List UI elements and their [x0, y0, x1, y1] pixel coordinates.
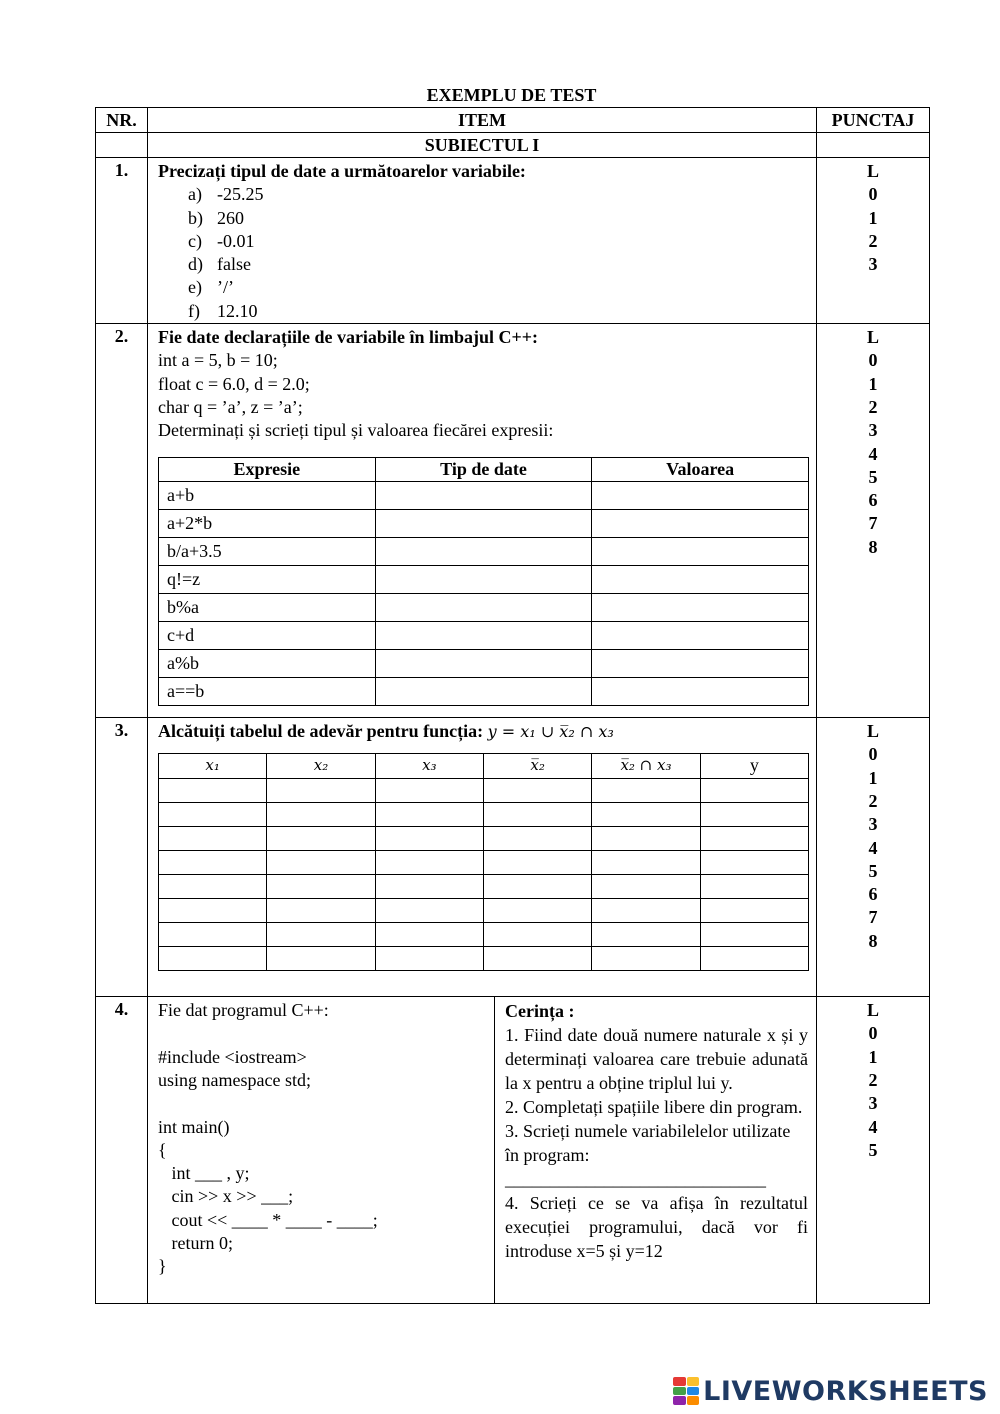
table-row [159, 778, 809, 802]
code-line: return 0; [158, 1233, 233, 1254]
points-value: 3 [868, 1093, 878, 1114]
col-x2: 𝑥₂ [267, 754, 375, 778]
truth-table [158, 753, 809, 970]
truth-answer-cell[interactable] [483, 850, 591, 874]
answer-blank[interactable]: _____________________________ [505, 1169, 766, 1190]
points-value: 0 [868, 184, 878, 205]
type-answer-cell[interactable] [375, 537, 592, 565]
code-block [158, 1022, 484, 1278]
code-line: cout << ____ * ____ - ____; [158, 1209, 378, 1230]
value-answer-cell[interactable] [592, 537, 809, 565]
value-answer-cell[interactable] [592, 649, 809, 677]
requirements-column [495, 997, 817, 1303]
points-value: 6 [868, 884, 878, 905]
question-2-points [817, 324, 930, 718]
option-letter: f) [188, 300, 200, 321]
truth-answer-cell[interactable] [375, 802, 483, 826]
requirement-4: 4. Scrieți ce se va afișa în rezultatul execuției programului, dacă vor fi introduse x=5 și y=12 [505, 1193, 808, 1262]
points-value: 3 [868, 254, 878, 275]
col-expresie: Expresie [159, 457, 376, 481]
header-item: ITEM [148, 108, 817, 133]
truth-answer-cell[interactable] [159, 946, 267, 970]
truth-answer-cell[interactable] [375, 826, 483, 850]
instruction-line: Determinați și scrieți tipul și valoarea fiecărei expresii: [158, 420, 554, 441]
question-1-options [158, 183, 806, 323]
type-answer-cell[interactable] [375, 593, 592, 621]
expression-cell: a+b [159, 481, 376, 509]
requirements-title: Cerința : [505, 1001, 575, 1022]
table-row [159, 826, 809, 850]
option-item [188, 183, 806, 206]
points-value: 1 [868, 767, 878, 788]
expression-table [158, 457, 809, 706]
truth-answer-cell[interactable] [483, 826, 591, 850]
question-2-content [148, 324, 817, 718]
col-x1: 𝑥₁ [159, 754, 267, 778]
truth-answer-cell[interactable] [159, 898, 267, 922]
value-answer-cell[interactable] [592, 593, 809, 621]
expression-cell: a==b [159, 677, 376, 705]
question-3-content [148, 718, 817, 997]
truth-answer-cell[interactable] [700, 922, 808, 946]
points-value: 8 [868, 930, 878, 951]
col-y: y [700, 754, 808, 778]
type-answer-cell[interactable] [375, 509, 592, 537]
question-1-content [148, 158, 817, 324]
points-value: 7 [868, 907, 878, 928]
points-value: 1 [868, 373, 878, 394]
truth-answer-cell[interactable] [267, 778, 375, 802]
question-2-number: 2. [96, 324, 148, 718]
expression-cell: c+d [159, 621, 376, 649]
option-item [188, 230, 806, 253]
col-not-x2-and-x3: 𝑥̅₂ ∩ 𝑥₃ [592, 754, 700, 778]
code-line: } [158, 1256, 167, 1277]
option-value: false [217, 254, 251, 275]
truth-answer-cell[interactable] [700, 874, 808, 898]
section-title: SUBIECTUL I [148, 133, 817, 158]
option-letter: a) [188, 184, 202, 205]
code-line: int ___ , y; [158, 1163, 250, 1184]
table-row [159, 677, 809, 705]
points-value: 7 [868, 513, 878, 534]
truth-answer-cell[interactable] [483, 946, 591, 970]
truth-answer-cell[interactable] [700, 778, 808, 802]
truth-answer-cell[interactable] [700, 898, 808, 922]
points-value: L [866, 1000, 879, 1021]
logo-text: LIVEWORKSHEETS [703, 1375, 988, 1407]
code-line: using namespace std; [158, 1069, 311, 1090]
points-value: 5 [868, 1139, 878, 1160]
table-row [159, 898, 809, 922]
value-answer-cell[interactable] [592, 677, 809, 705]
declaration-line: int a = 5, b = 10; [158, 350, 278, 371]
question-2-text: Fie date declarațiile de variabile în limbajul C++: [158, 327, 538, 348]
truth-answer-cell[interactable] [375, 874, 483, 898]
points-value: 3 [868, 814, 878, 835]
value-answer-cell[interactable] [592, 481, 809, 509]
truth-answer-cell[interactable] [592, 850, 700, 874]
declaration-line: char q = ’a’, z = ’a’; [158, 396, 303, 417]
points-value: 1 [868, 207, 878, 228]
truth-answer-cell[interactable] [592, 898, 700, 922]
truth-answer-cell[interactable] [267, 850, 375, 874]
truth-answer-cell[interactable] [375, 946, 483, 970]
points-value: L [866, 721, 879, 742]
option-value: ’/’ [217, 277, 234, 298]
table-row [159, 874, 809, 898]
truth-answer-cell[interactable] [375, 778, 483, 802]
points-value: 1 [868, 1046, 878, 1067]
question-4-points [817, 997, 930, 1304]
logo-tile [673, 1396, 686, 1405]
truth-answer-cell[interactable] [700, 946, 808, 970]
col-valoarea: Valoarea [592, 457, 809, 481]
option-item [188, 300, 806, 323]
code-line [158, 1022, 484, 1045]
code-line: { [158, 1139, 167, 1160]
points-value: 0 [868, 1023, 878, 1044]
truth-answer-cell[interactable] [159, 826, 267, 850]
question-3-number: 3. [96, 718, 148, 997]
truth-answer-cell[interactable] [592, 826, 700, 850]
truth-answer-cell[interactable] [700, 826, 808, 850]
declaration-line: float c = 6.0, d = 2.0; [158, 373, 310, 394]
table-row [159, 565, 809, 593]
test-table [95, 107, 930, 1304]
code-line: cin >> x >> ___; [158, 1186, 294, 1207]
logo-tile [673, 1377, 686, 1386]
expression-cell: a%b [159, 649, 376, 677]
truth-answer-cell[interactable] [592, 802, 700, 826]
question-1-points [817, 158, 930, 324]
option-value: -25.25 [217, 184, 264, 205]
table-row [159, 946, 809, 970]
points-value: 5 [868, 466, 878, 487]
question-1-text: Precizați tipul de date a următoarelor variabile: [158, 161, 526, 181]
truth-answer-cell[interactable] [483, 802, 591, 826]
requirement-3: 3. Scrieți numele variabilelelor utilizate în program: [505, 1121, 791, 1166]
truth-answer-cell[interactable] [592, 778, 700, 802]
points-value: 5 [868, 860, 878, 881]
truth-answer-cell[interactable] [267, 802, 375, 826]
header-row [96, 108, 930, 133]
option-letter: b) [188, 207, 203, 228]
truth-answer-cell[interactable] [267, 898, 375, 922]
option-item [188, 207, 806, 230]
question-4-content [148, 997, 817, 1304]
requirement-2: 2. Completați spațiile libere din program. [505, 1097, 803, 1118]
points-value: 4 [868, 1116, 878, 1137]
expression-cell: q!=z [159, 565, 376, 593]
requirement-1: 1. Fiind date două numere naturale x și y determinați valoarea care trebuie adunată la x pentru a obține triplul lui y. [505, 1025, 808, 1094]
section-row [96, 133, 930, 158]
col-x3: 𝑥₃ [375, 754, 483, 778]
option-value: 12.10 [217, 300, 258, 321]
code-line [158, 1092, 484, 1115]
truth-answer-cell[interactable] [700, 802, 808, 826]
truth-answer-cell[interactable] [483, 922, 591, 946]
points-value: 2 [868, 230, 878, 251]
type-answer-cell[interactable] [375, 565, 592, 593]
points-value: L [866, 161, 879, 181]
value-answer-cell[interactable] [592, 565, 809, 593]
expression-cell: b%a [159, 593, 376, 621]
table-row [159, 621, 809, 649]
points-value: 4 [868, 443, 878, 464]
logo-tile [687, 1387, 700, 1396]
question-1-row [96, 158, 930, 324]
logo-tile [687, 1396, 700, 1405]
truth-answer-cell[interactable] [592, 922, 700, 946]
logo-icon [673, 1377, 699, 1405]
truth-answer-cell[interactable] [592, 946, 700, 970]
expression-cell: b/a+3.5 [159, 537, 376, 565]
table-row [159, 593, 809, 621]
col-not-x2: 𝑥̅₂ [483, 754, 591, 778]
page-title: EXEMPLU DE TEST [426, 85, 597, 105]
truth-answer-cell[interactable] [483, 874, 591, 898]
truth-answer-cell[interactable] [159, 874, 267, 898]
truth-answer-cell[interactable] [483, 898, 591, 922]
header-punctaj: PUNCTAJ [817, 108, 930, 133]
points-value: 8 [868, 536, 878, 557]
points-value: 6 [868, 490, 878, 511]
type-answer-cell[interactable] [375, 481, 592, 509]
expression-cell: a+2*b [159, 509, 376, 537]
question-1-number: 1. [96, 158, 148, 324]
program-intro: Fie dat programul C++: [158, 1000, 329, 1021]
table-row [159, 509, 809, 537]
option-value: -0.01 [217, 230, 255, 251]
option-letter: d) [188, 254, 203, 275]
truth-answer-cell[interactable] [700, 850, 808, 874]
option-item [188, 276, 806, 299]
question-4-row [96, 997, 930, 1304]
value-answer-cell[interactable] [592, 621, 809, 649]
truth-answer-cell[interactable] [375, 850, 483, 874]
header-nr: NR. [96, 108, 148, 133]
truth-answer-cell[interactable] [592, 874, 700, 898]
question-3-row [96, 718, 930, 997]
truth-answer-cell[interactable] [483, 778, 591, 802]
truth-answer-cell[interactable] [267, 826, 375, 850]
points-value: 0 [868, 350, 878, 371]
logo-tile [687, 1377, 700, 1386]
truth-answer-cell[interactable] [159, 922, 267, 946]
liveworksheets-logo [673, 1374, 988, 1408]
option-letter: e) [188, 277, 202, 298]
question-4-number: 4. [96, 997, 148, 1304]
option-letter: c) [188, 230, 202, 251]
question-2-row [96, 324, 930, 718]
value-answer-cell[interactable] [592, 509, 809, 537]
truth-answer-cell[interactable] [159, 778, 267, 802]
col-tip-de-date: Tip de date [375, 457, 592, 481]
table-row [159, 802, 809, 826]
code-line: int main() [158, 1116, 230, 1137]
truth-answer-cell[interactable] [159, 850, 267, 874]
table-row [159, 649, 809, 677]
table-row [159, 850, 809, 874]
type-answer-cell[interactable] [375, 649, 592, 677]
points-value: 3 [868, 420, 878, 441]
points-value: 2 [868, 790, 878, 811]
option-item [188, 253, 806, 276]
truth-answer-cell[interactable] [267, 946, 375, 970]
option-value: 260 [217, 207, 244, 228]
points-value: 4 [868, 837, 878, 858]
points-value: L [866, 327, 879, 348]
type-answer-cell[interactable] [375, 677, 592, 705]
table-row [159, 537, 809, 565]
truth-answer-cell[interactable] [267, 922, 375, 946]
code-line: #include <iostream> [158, 1046, 307, 1067]
program-column [148, 997, 495, 1303]
points-value: 2 [868, 396, 878, 417]
truth-answer-cell[interactable] [375, 898, 483, 922]
truth-answer-cell[interactable] [159, 802, 267, 826]
truth-answer-cell[interactable] [375, 922, 483, 946]
points-value: 0 [868, 744, 878, 765]
question-3-points [817, 718, 930, 997]
truth-answer-cell[interactable] [267, 874, 375, 898]
table-row [159, 922, 809, 946]
logo-tile [673, 1387, 686, 1396]
points-value: 2 [868, 1069, 878, 1090]
table-row [159, 481, 809, 509]
question-3-text: Alcătuiți tabelul de adevăr pentru funcția: [158, 721, 484, 742]
type-answer-cell[interactable] [375, 621, 592, 649]
function-formula: 𝑦 = 𝑥₁ ∪ 𝑥̅₂ ∩ 𝑥₃ [487, 722, 614, 742]
